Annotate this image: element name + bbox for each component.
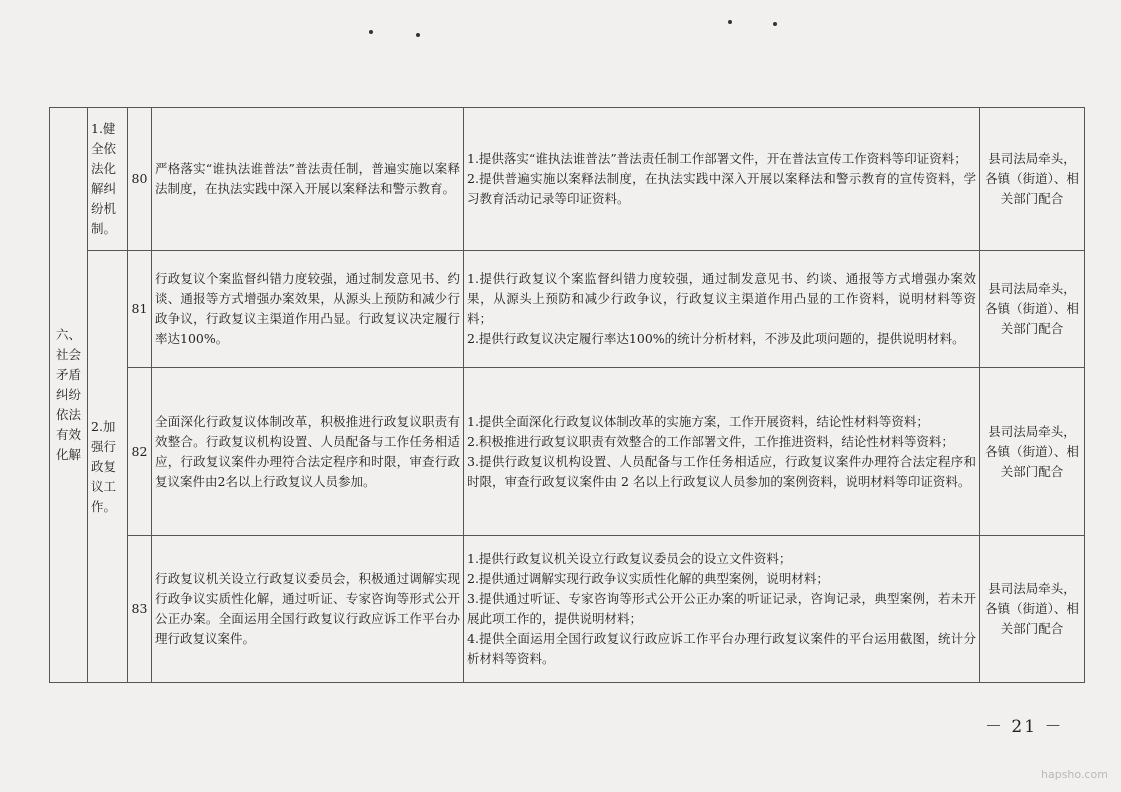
materials-cell [464, 368, 980, 536]
responsible-cell: 县司法局牵头，各镇（街道）、相关部门配合 [980, 251, 1085, 368]
requirement-cell: 行政复议个案监督纠错力度较强，通过制发意见书、约谈、通报等方式增强办案效果，从源头上预防和减少行政争议，行政复议主渠道作用凸显。行政复议决定履行率达100%。 [152, 251, 464, 368]
watermark: hapsho.com [1041, 768, 1108, 781]
assessment-table [49, 107, 1085, 683]
scan-speck [416, 33, 420, 37]
scan-speck [728, 20, 732, 24]
item-number: 83 [128, 536, 152, 683]
material-item: 2.提供行政复议决定履行率达100%的统计分析材料，不涉及此项问题的，提供说明材料。 [467, 331, 965, 346]
responsible-cell: 县司法局牵头，各镇（街道）、相关部门配合 [980, 108, 1085, 251]
item-number: 82 [128, 368, 152, 536]
material-item: 3.提供通过听证、专家咨询等形式公开公正办案的听证记录，咨询记录，典型案例，若未开展此项工作的，提供说明材料； [467, 591, 976, 626]
material-item: 1.提供落实“谁执法谁普法”普法责任制工作部署文件，开在普法宣传工作资料等印证资料； [467, 151, 967, 166]
material-item: 1.提供行政复议个案监督纠错力度较强，通过制发意见书、约谈、通报等方式增强办案效果，从源头上预防和减少行政争议，行政复议主渠道作用凸显的工作资料，说明材料等资料； [467, 271, 976, 326]
materials-cell [464, 108, 980, 251]
material-item: 4.提供全面运用全国行政复议行政应诉工作平台办理行政复议案件的平台运用截图，统计分析材料等资料。 [467, 631, 976, 666]
subcategory-cell: 2.加强行政复议工作。 [88, 251, 128, 683]
material-item: 3.提供行政复议机构设置、人员配备与工作任务相适应，行政复议案件办理符合法定程序和时限，审查行政复议案件由 2 名以上行政复议人员参加的案例资料，说明材料等印证资料。 [467, 453, 976, 489]
table-row [50, 368, 1085, 536]
material-item: 2.提供普遍实施以案释法制度，在执法实践中深入开展以案释法和警示教育的宣传资料，学习教育活动记录等印证资料。 [467, 171, 976, 206]
category-cell: 六、社会矛盾纠纷依法有效化解 [50, 108, 88, 683]
subcategory-cell: 1.健全依法化解纠纷机制。 [88, 108, 128, 251]
item-number: 81 [128, 251, 152, 368]
page-number: － 21 － [985, 717, 1064, 737]
scan-speck [773, 22, 777, 26]
item-number: 80 [128, 108, 152, 251]
requirement-cell: 全面深化行政复议体制改革，积极推进行政复议职责有效整合。行政复议机构设置、人员配备与工作任务相适应，行政复议案件办理符合法定程序和时限，审查行政复议案件由2名以上行政复议人员参加。 [152, 368, 464, 536]
material-item: 1.提供行政复议机关设立行政复议委员会的设立文件资料； [467, 551, 792, 566]
requirement-cell: 严格落实“谁执法谁普法”普法责任制，普遍实施以案释法制度，在执法实践中深入开展以案释法和警示教育。 [152, 108, 464, 251]
materials-cell [464, 251, 980, 368]
responsible-cell: 县司法局牵头，各镇（街道）、相关部门配合 [980, 536, 1085, 683]
material-item: 2.提供通过调解实现行政争议实质性化解的典型案例，说明材料； [467, 571, 829, 586]
requirement-cell: 行政复议机关设立行政复议委员会，积极通过调解实现行政争议实质性化解，通过听证、专家咨询等形式公开公正办案。全面运用全国行政复议行政应诉工作平台办理行政复议案件。 [152, 536, 464, 683]
table-row [50, 536, 1085, 683]
table-row [50, 108, 1085, 251]
table-row [50, 251, 1085, 368]
material-item: 1.提供全面深化行政复议体制改革的实施方案，工作开展资料，结论性材料等资料； [467, 413, 929, 429]
responsible-cell: 县司法局牵头，各镇（街道）、相关部门配合 [980, 368, 1085, 536]
materials-cell [464, 536, 980, 683]
material-item: 2.积极推进行政复议职责有效整合的工作部署文件，工作推进资料，结论性材料等资料； [467, 433, 954, 449]
scan-speck [369, 30, 373, 34]
